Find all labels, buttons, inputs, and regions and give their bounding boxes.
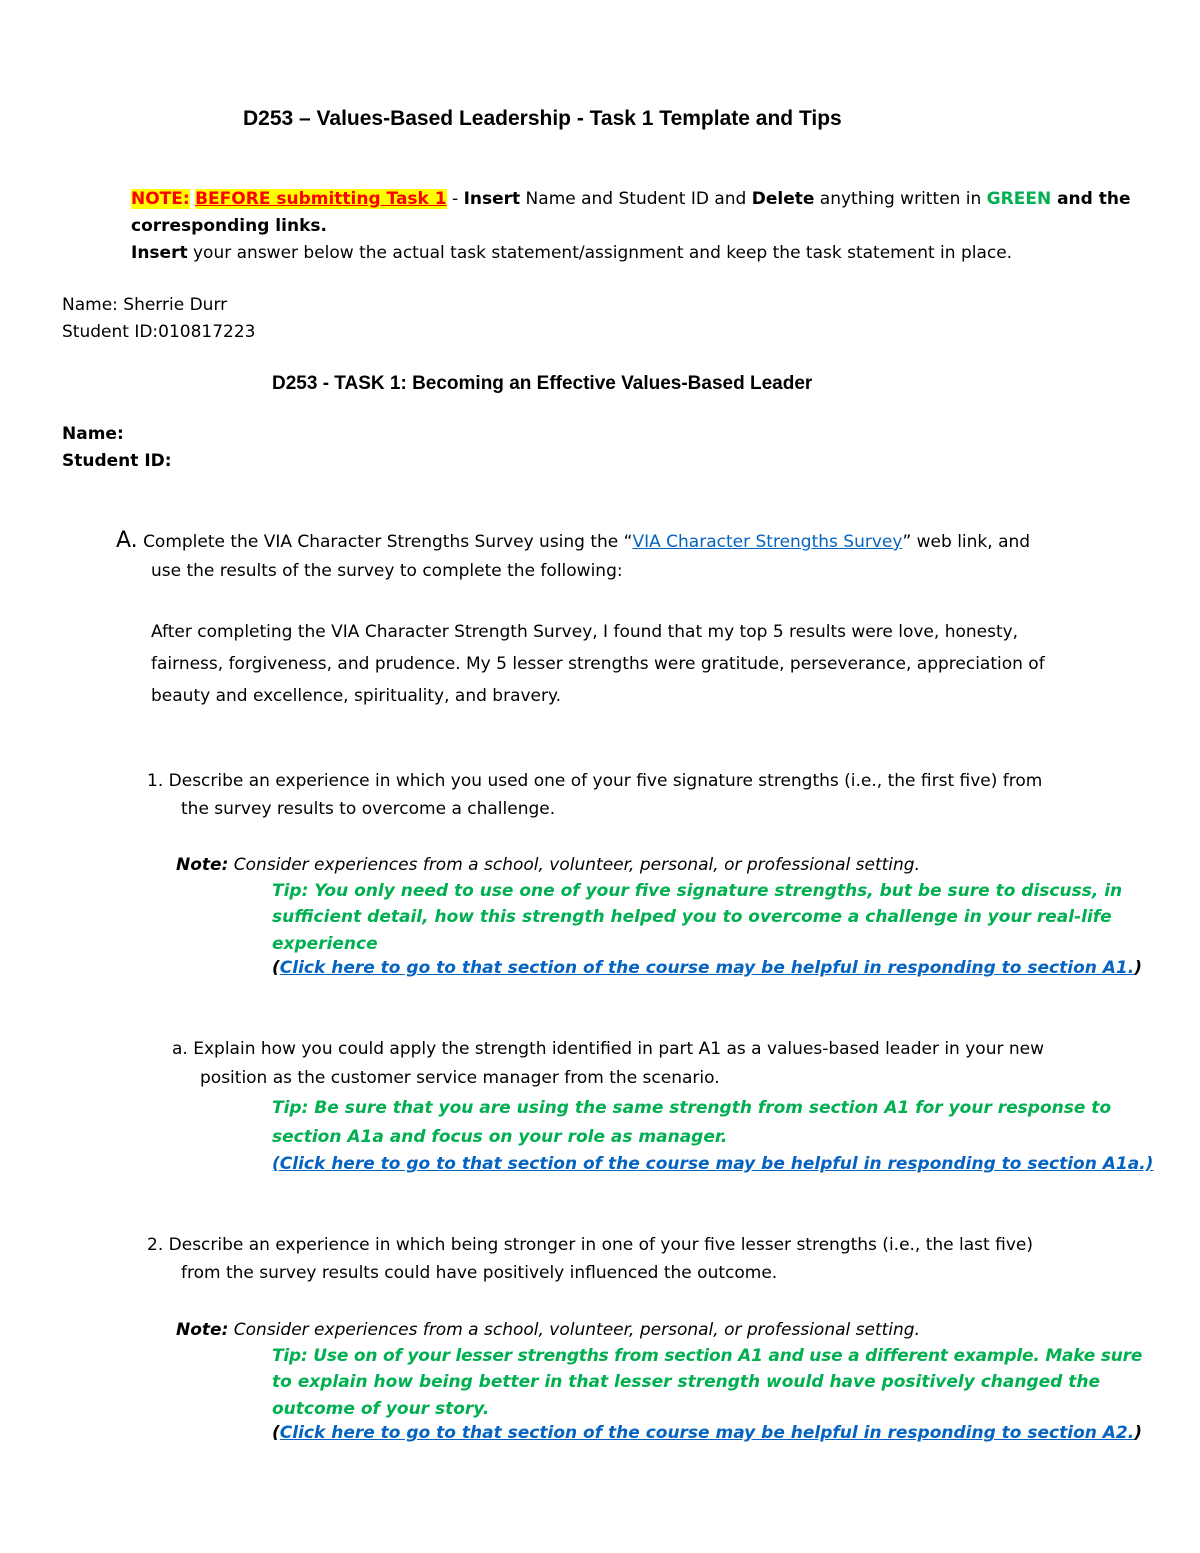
answer-line-2: fairness, forgiveness, and prudence. My 5 lesser strengths were gratitude, perseverance, appreciation of <box>151 654 1045 674</box>
note-before-submitting: BEFORE submitting Task 1 <box>195 189 447 209</box>
item-2-link-close-paren: ) <box>1134 1423 1142 1443</box>
item-2-note-label: Note: <box>176 1320 229 1340</box>
item-1-note-text: Consider experiences from a school, volunteer, personal, or professional setting. <box>228 855 920 875</box>
note-name-id: Name and Student ID and <box>520 189 752 209</box>
note-insert: Insert <box>463 189 521 209</box>
note-label: NOTE: <box>131 189 190 209</box>
item-2-number: 2. <box>147 1235 164 1255</box>
item-1-tip-line-3: experience <box>272 934 378 954</box>
item-2-line-2: from the survey results could have positively influenced the outcome. <box>181 1263 778 1283</box>
item-a1a-course-link[interactable]: (Click here to go to that section of the course may be helpful in responding to section A1a.) <box>272 1154 1154 1174</box>
note-and-the: and the <box>1051 189 1131 209</box>
item-2-course-link[interactable]: Click here to go to that section of the course may be helpful in responding to section A2. <box>279 1423 1135 1443</box>
section-a-letter: A. <box>116 528 138 553</box>
blank-name-label: Name: <box>62 424 124 444</box>
item-a1a-letter: a. <box>172 1039 188 1059</box>
item-1-line-1 <box>147 771 1042 791</box>
item-2-tip-line-1: Tip: Use on of your lesser strengths from section A1 and use a different example. Make sure <box>272 1346 1143 1366</box>
item-a1a-tip-line-2: section A1a and focus on your role as manager. <box>272 1127 728 1147</box>
answer-line-3: beauty and excellence, spirituality, and bravery. <box>151 686 562 706</box>
item-2-course-link-line <box>272 1423 1142 1443</box>
note-line-3 <box>131 243 1012 263</box>
item-2-note <box>176 1320 920 1340</box>
note-line-2: corresponding links. <box>131 216 327 236</box>
note-line-1 <box>131 189 1131 209</box>
document-title: D253 – Values-Based Leadership - Task 1 Template and Tips <box>243 107 842 130</box>
item-2-note-text: Consider experiences from a school, volunteer, personal, or professional setting. <box>228 1320 920 1340</box>
answer-line-1: After completing the VIA Character Strength Survey, I found that my top 5 results were love, honesty, <box>151 622 1019 642</box>
student-id: Student ID:010817223 <box>62 322 256 342</box>
item-2-text: Describe an experience in which being stronger in one of your five lesser strengths (i.e., the last five) <box>168 1235 1033 1255</box>
blank-student-id-label: Student ID: <box>62 451 172 471</box>
item-1-note-label: Note: <box>176 855 229 875</box>
section-a-text-post: ” web link, and <box>902 532 1031 552</box>
item-a1a-line-2: position as the customer service manager from the scenario. <box>200 1068 720 1088</box>
item-1-link-open-paren: ( <box>272 958 280 978</box>
note-dash: - <box>446 189 464 209</box>
item-1-note <box>176 855 920 875</box>
note-insert-2: Insert <box>131 243 188 263</box>
item-1-tip-line-1: Tip: You only need to use one of your five signature strengths, but be sure to discuss, in <box>272 881 1123 901</box>
note-green-word: GREEN <box>986 189 1052 209</box>
item-a1a-tip-line-1: Tip: Be sure that you are using the same strength from section A1 for your response to <box>272 1098 1112 1118</box>
item-2-line-1 <box>147 1235 1033 1255</box>
item-2-tip-line-2: to explain how being better in that lesser strength would have positively changed the <box>272 1372 1101 1392</box>
item-1-tip-line-2: sufficient detail, how this strength helped you to overcome a challenge in your real-life <box>272 907 1112 927</box>
via-survey-link[interactable]: VIA Character Strengths Survey <box>632 532 903 552</box>
item-1-number: 1. <box>147 771 164 791</box>
item-1-text: Describe an experience in which you used one of your five signature strengths (i.e., the first five) from <box>168 771 1043 791</box>
item-1-course-link-line <box>272 958 1142 978</box>
item-2-link-open-paren: ( <box>272 1423 280 1443</box>
student-name: Name: Sherrie Durr <box>62 295 228 315</box>
section-a-line-1 <box>116 528 1030 553</box>
item-1-link-close-paren: ) <box>1134 958 1142 978</box>
note-line-3-text: your answer below the actual task statement/assignment and keep the task statement in place. <box>187 243 1013 263</box>
item-a1a-line-1 <box>172 1039 1044 1059</box>
item-1-line-2: the survey results to overcome a challenge. <box>181 799 556 819</box>
item-2-tip-line-3: outcome of your story. <box>272 1399 490 1419</box>
section-a-text-pre: Complete the VIA Character Strengths Survey using the “ <box>143 532 633 552</box>
section-a-line-2: use the results of the survey to complete the following: <box>151 561 623 581</box>
note-anything: anything written in <box>814 189 987 209</box>
item-1-course-link[interactable]: Click here to go to that section of the course may be helpful in responding to section A1. <box>279 958 1135 978</box>
task-title: D253 - TASK 1: Becoming an Effective Values-Based Leader <box>272 373 813 394</box>
item-a1a-text: Explain how you could apply the strength identified in part A1 as a values-based leader in your new <box>193 1039 1044 1059</box>
note-delete: Delete <box>751 189 815 209</box>
